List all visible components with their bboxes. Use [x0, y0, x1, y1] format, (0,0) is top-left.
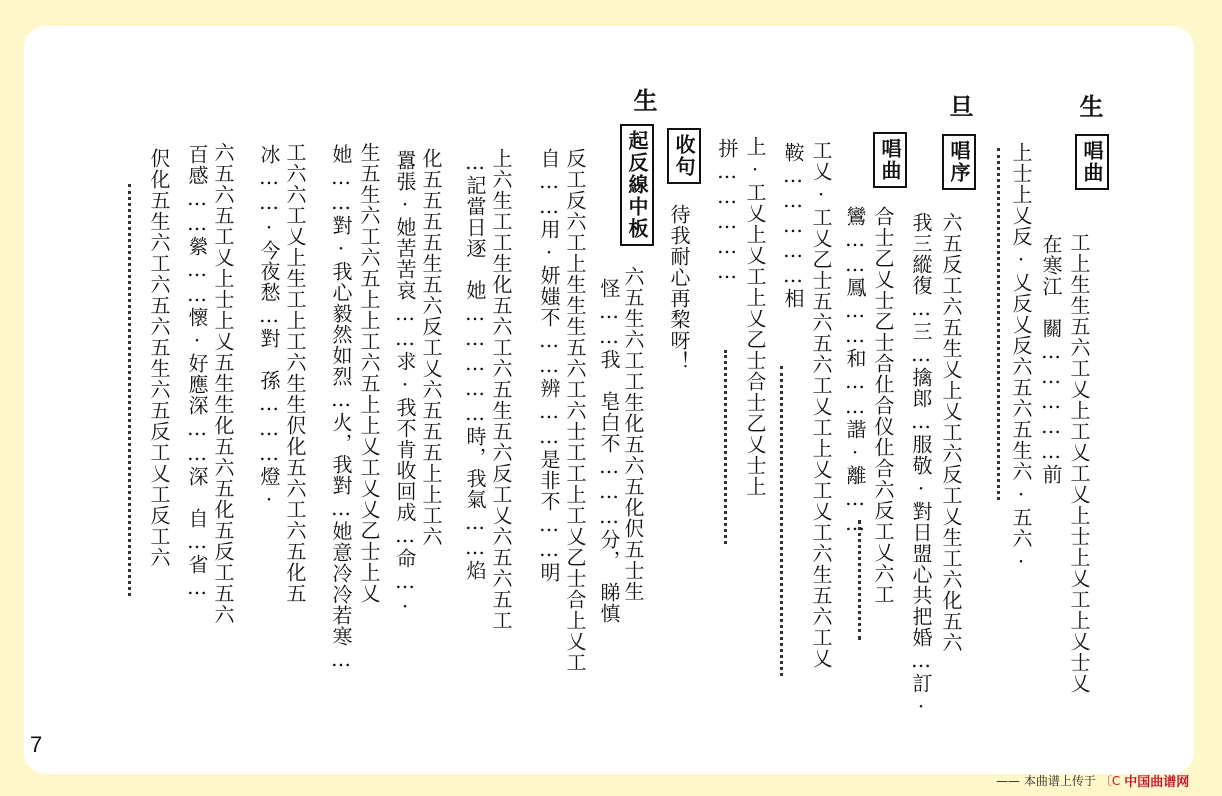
notation-column-8: 工乂·工乂乙士五六五六工乂工上乂工乂工六生五六工乂 [809, 140, 833, 669]
lyric-column-12: 待我耐心再棃呀！ [667, 204, 691, 372]
role-dan: 旦 [945, 94, 974, 118]
notation-column-4: 六五反工六五生乂上乂工六反工乂生工六化五六 [939, 212, 963, 653]
label-shouju: 收句 [667, 128, 701, 184]
notation-column-10: 上·工乂上乂工上乂乙士合士乙乂士上 [743, 136, 767, 497]
lyric-column-5: 我三縱復…三…擒郎…服敬·對日盟心共把婚…訂· [909, 212, 933, 719]
lyric-column-18: …記當日逐 她……………時，我氣……焰 [463, 150, 487, 581]
notation-column-13: 六五生六工工生化五六五化伬五士生 [621, 266, 645, 602]
dotted-line [128, 184, 131, 596]
site-logo-icon: 〔C [1099, 774, 1121, 788]
dotted-line [780, 366, 783, 676]
lyric-column-24: 冰……·今夜愁…對 孫………燈· [257, 144, 281, 512]
notation-column-6: 合士乙乂士乙士合仩合仪仩合六反工乂六工 [871, 206, 895, 605]
notation-column-1: 上士上乂反·乂反乂反六五六五生六·五六· [1009, 142, 1033, 574]
role-sheng-1: 生 [1075, 94, 1104, 118]
lyric-column-22: 她……對·我心毅然如烈…火，我對…她意冷冷若寒… [329, 144, 353, 672]
dotted-line [858, 520, 861, 640]
dotted-line [997, 148, 1000, 500]
upload-credit [996, 771, 1189, 790]
notation-column-23: 工六六工乂上生工上工六生生伬化五六工六五化五 [283, 142, 307, 604]
site-name[interactable]: 中国曲谱网 [1124, 775, 1190, 790]
label-qifan: 起反線中板 [620, 124, 654, 246]
lyric-column-20: 囂張·她苦苦哀……求·我不肯收回成…命…· [393, 150, 417, 619]
notation-column-27: 伬化五生六工六五六五生六五反工乂工反工六 [147, 148, 171, 568]
notation-column-19: 化五五五五生五六反工乂六五五五上上工六 [419, 148, 443, 547]
label-changqu-2: 唱曲 [873, 132, 907, 188]
notation-column-21: 生五生六工六五上上工六五上上乂工乂乂乙士上乂 [357, 142, 381, 604]
lyric-column-14: 怪……我 皂白不………分， 睇慎 [597, 278, 621, 624]
lyric-column-16: 自……用·妍媸不……辨……是非不……明 [537, 148, 561, 583]
notation-column-2: 工上生生五六工乂上工乂工乂上士上乂工上乂士乂 [1067, 232, 1091, 694]
dotted-line [724, 350, 727, 544]
upload-credit-text: —— 本曲谱上传于 [996, 774, 1096, 788]
notation-column-17: 上六生工工生化五六工六五生五六反工乂六五六五工 [489, 148, 513, 631]
lyric-column-26: 百感……縈……懷·好應深……深 自…省… [185, 144, 209, 600]
page-number: 7 [30, 732, 43, 757]
lyric-column-9: 鞍……………相 [781, 142, 805, 309]
role-sheng-2: 生 [629, 88, 658, 112]
notation-column-25: 六五六五工乂上士上乂五生生化五六五化五反工五六 [211, 142, 235, 625]
label-changqu-1: 唱曲 [1075, 134, 1109, 190]
lyric-column-7: 鸞……鳳……和……諧·離…… [843, 206, 867, 536]
label-changxu: 唱序 [942, 134, 976, 190]
notation-column-15: 反工反六工上生生生五六工六士工工上工乂乙士合上乂工 [563, 148, 587, 673]
lyric-column-11: 拼…………… [715, 138, 739, 284]
lyric-column-3: 在寒江 關……………前 [1039, 234, 1063, 485]
